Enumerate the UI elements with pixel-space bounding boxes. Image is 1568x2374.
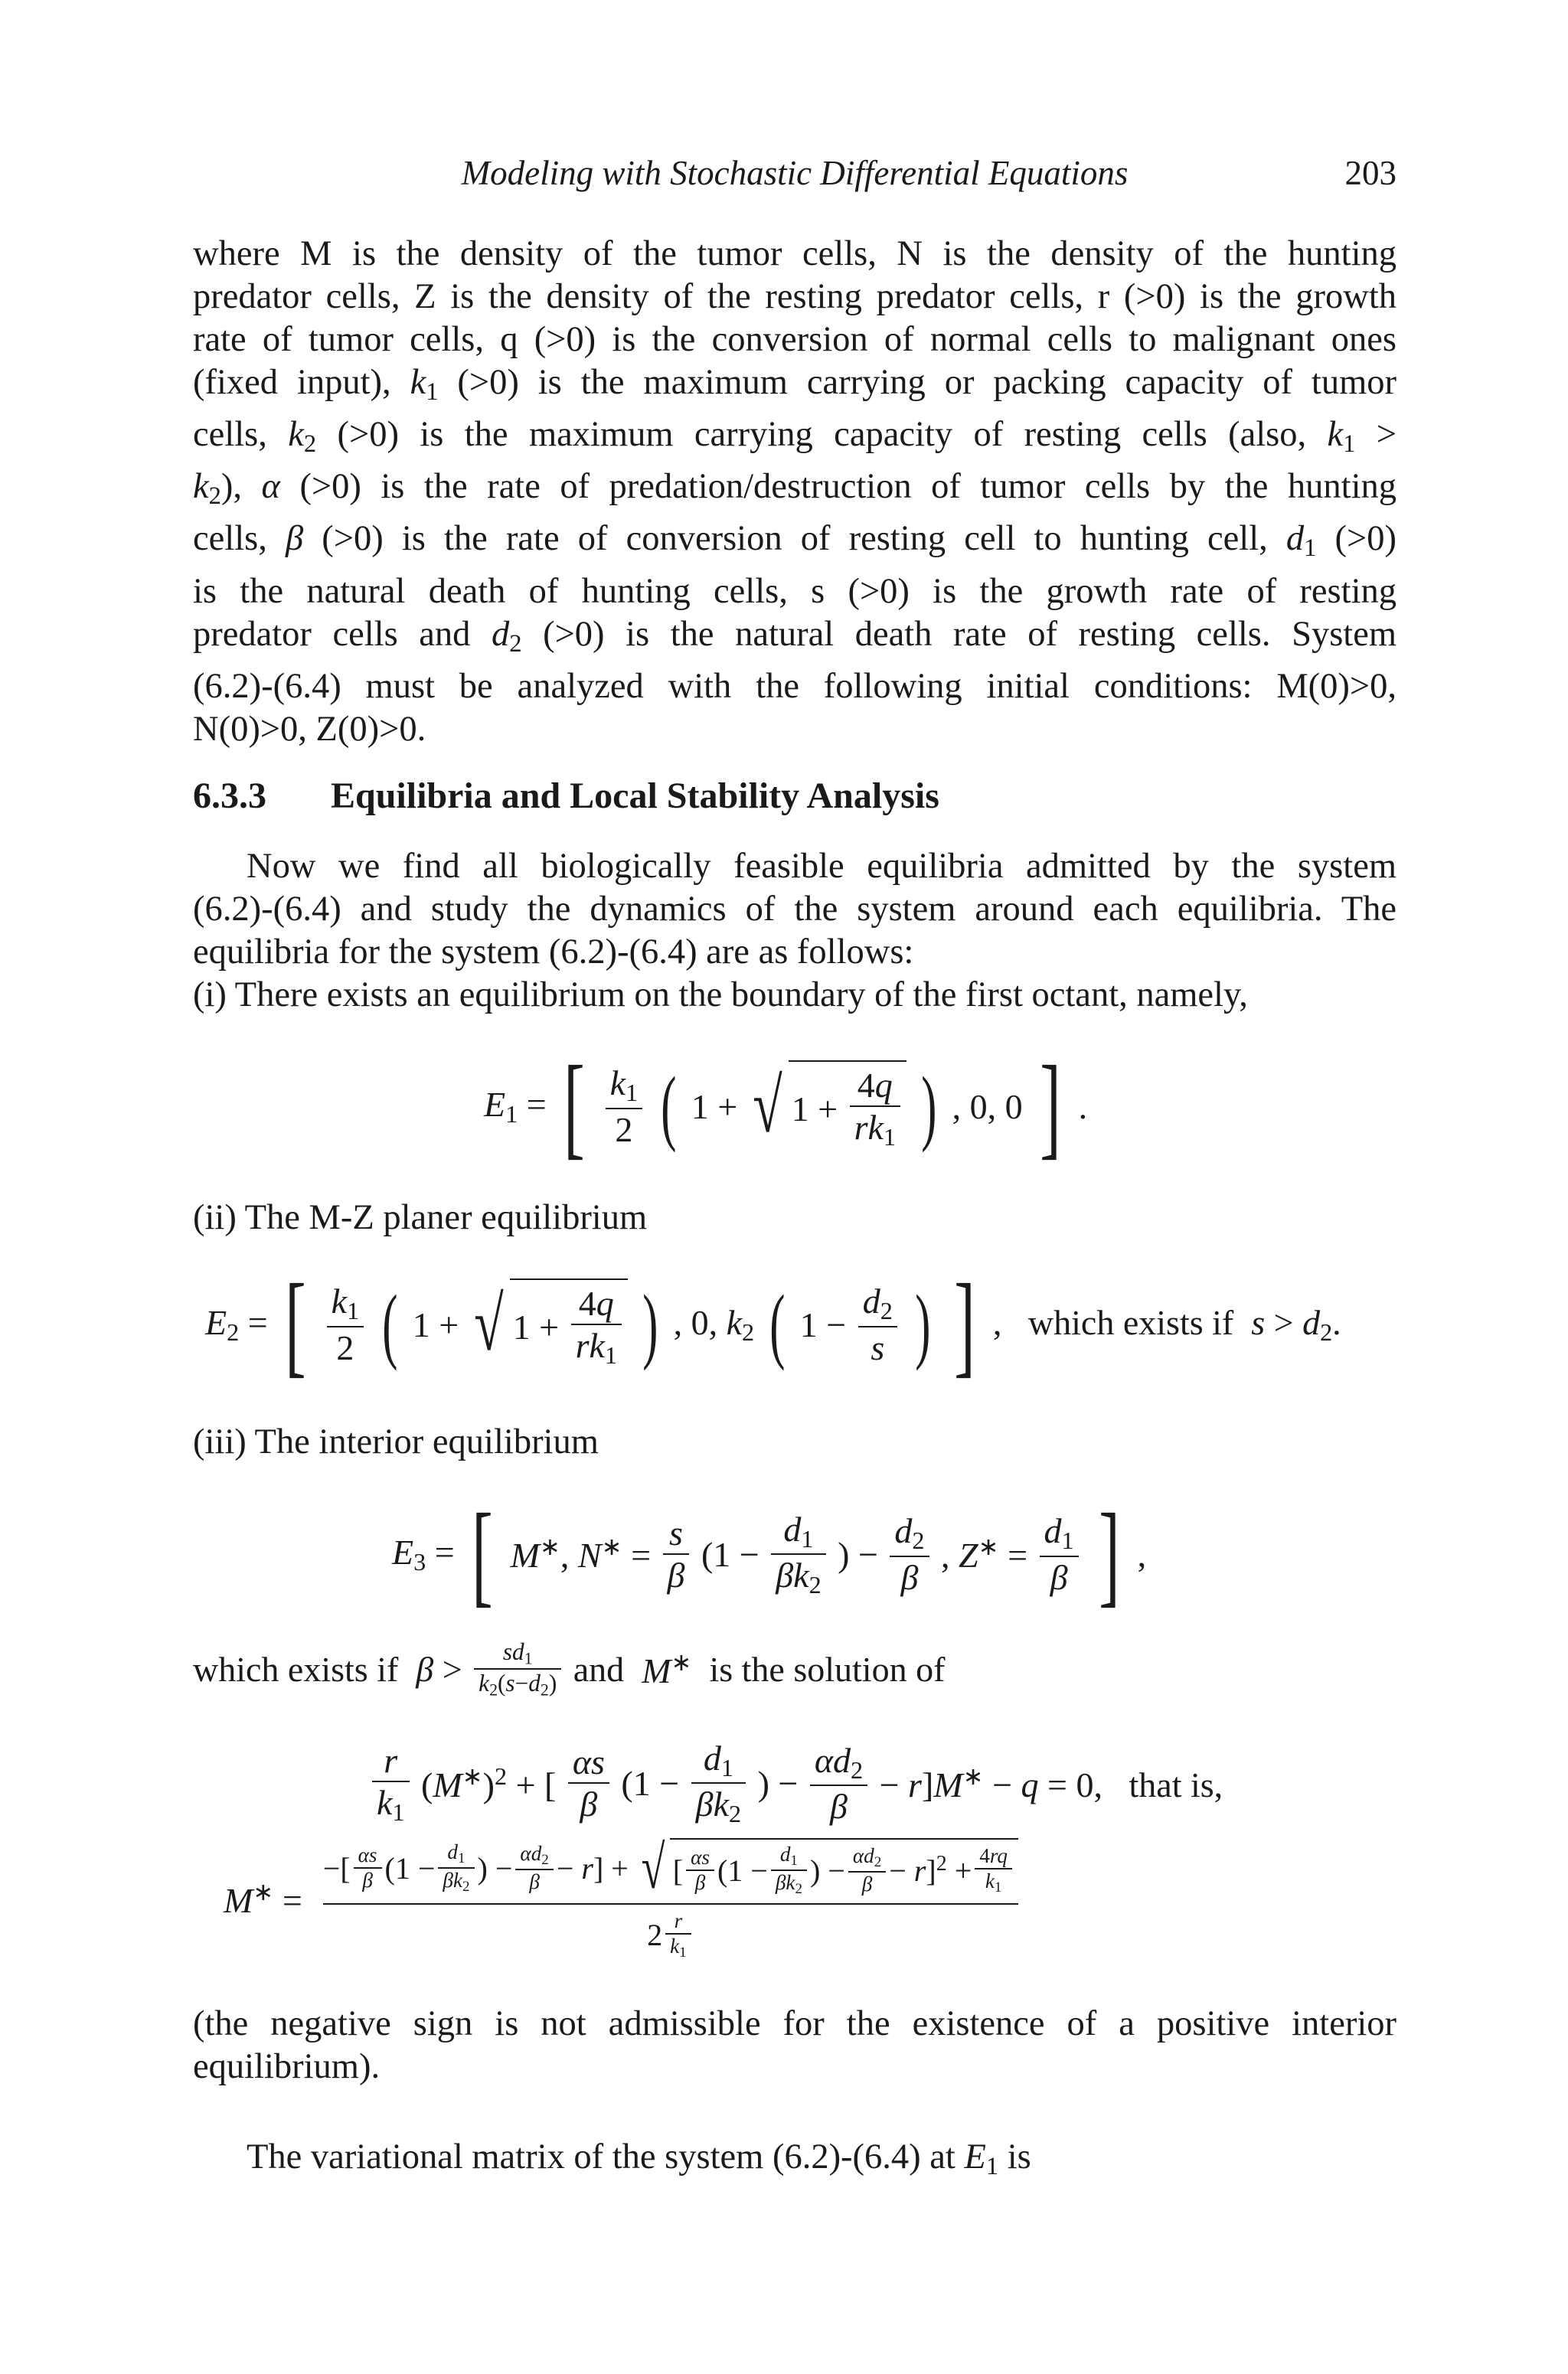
- item-iii-label: [193, 1421, 1396, 1464]
- text-line: cells, $k_2$ (>0) is the maximum carrying capacity of resting cells (also, $k_1$ >: [193, 415, 1397, 459]
- e2-condition-text: which exists if: [1027, 1302, 1234, 1342]
- text-line: rate of tumor cells, q (>0) is the conversion of normal cells to malignant ones: [193, 320, 1396, 359]
- text-line: N(0)>0, Z(0)>0.: [193, 709, 426, 749]
- text-line: (the negative sign is not admissible for the existence of a positive interior: [193, 2004, 1396, 2043]
- text-line: predator cells, Z is the density of the resting predator cells, r (>0) is the growth: [193, 277, 1396, 316]
- section-number: 6.3.3: [193, 776, 266, 816]
- that-is-text: that is,: [1129, 1765, 1223, 1804]
- equation-e2: $E_2$ = [ $\frac{k_1}{2}$ ( 1 + √ 1 + $\frac{4q}{rk_1}$ ) , 0, $k_2$ ( 1 − $\frac{d_2}{s}$ ) ] , which exists if $s > d_2$.: [205, 1261, 1341, 1388]
- text-line: (i) There exists an equilibrium on the boundary of the first octant, namely,: [193, 975, 1248, 1014]
- paragraph-model-description: [193, 233, 1396, 751]
- paragraph-negative-sign: [193, 2003, 1396, 2088]
- equation-m-star: M∗ = −[ $\frac{\alpha s}{\beta}$ (1 − $\frac{d_1}{\beta k_2}$ ) − $\frac{\alpha d_2}{\beta}$ − r] + √ [ $\frac{\alpha s}{\beta}$ (1 − $\frac{d_1}{\beta k_2}$ ) − $\frac{\alpha d_2}{\beta}$ − r]$^2$ + $\frac{4rq}{k_1}$ 2 $\frac{r}{k_1}$: [224, 1837, 1021, 1961]
- text-line: equilibrium).: [193, 2047, 381, 2086]
- text-line: $k_2$), α (>0) is the rate of predation/destruction of tumor cells by the hunting: [193, 467, 1396, 511]
- text-line: (6.2)-(6.4) and study the dynamics of the system around each equilibria. The: [193, 890, 1396, 929]
- item-ii-label: [193, 1197, 1396, 1239]
- text-line: Now we find all biologically feasible equilibria admitted by the system: [247, 847, 1396, 886]
- running-title: Modeling with Stochastic Differential Equations: [461, 154, 1129, 192]
- text-line: (fixed input), $k_1$ (>0) is the maximum carrying or packing capacity of tumor: [193, 363, 1397, 407]
- equation-e3: $E_3$ = [ M∗, N∗ = $\frac{s}{\beta}$ (1 − $\frac{d_1}{\beta k_2}$ ) − $\frac{d_2}{\beta}$ , Z∗ = $\frac{d_1}{\beta}$ ] ,: [392, 1491, 1147, 1618]
- text-line: (iii) The interior equilibrium: [193, 1422, 599, 1461]
- section-title: Equilibria and Local Stability Analysis: [331, 776, 939, 816]
- text-line: The variational matrix of the system (6.2)-(6.4) at $E_1$ is: [247, 2137, 1031, 2181]
- text-line: equilibria for the system (6.2)-(6.4) are as follows:: [193, 932, 914, 971]
- text-line: predator cells and $d_2$ (>0) is the natural death rate of resting cells. System: [193, 614, 1397, 658]
- text-line: is the natural death of hunting cells, s (>0) is the growth rate of resting: [193, 571, 1396, 611]
- existence-condition: which exists if β > $\frac{sd_1}{k_2(s-d_2)}$ and M∗ is the solution of: [193, 1638, 946, 1700]
- text-line: (6.2)-(6.4) must be analyzed with the following initial conditions: M(0)>0,: [193, 666, 1396, 706]
- page-number: 203: [1344, 154, 1396, 192]
- text-line: (ii) The M-Z planer equilibrium: [193, 1198, 648, 1237]
- section-heading: [193, 775, 939, 817]
- paragraph-variational-matrix: [193, 2136, 1396, 2188]
- equation-e1: $E_1$ = [ $\frac{k_1}{2}$ ( 1 + √ 1 + $\frac{4q}{rk_1}$ ) , 0, 0 ] .: [484, 1043, 1088, 1170]
- text-line: cells, β (>0) is the rate of conversion of resting cell to hunting cell, $d_1$ (>0): [193, 519, 1396, 563]
- paragraph-equilibria-intro: [193, 845, 1396, 1017]
- text-line: where M is the density of the tumor cells, N is the density of the hunting: [193, 234, 1396, 273]
- running-head: [193, 153, 1396, 199]
- equation-quadratic: $\frac{r}{k_1}$ $(M^∗)^2$ + [ $\frac{\alpha s}{\beta}$ (1 − $\frac{d_1}{\beta k_2}$ ) − $\frac{\alpha d_2}{\beta}$ − r]M∗ − q = 0, that is,: [369, 1738, 1223, 1828]
